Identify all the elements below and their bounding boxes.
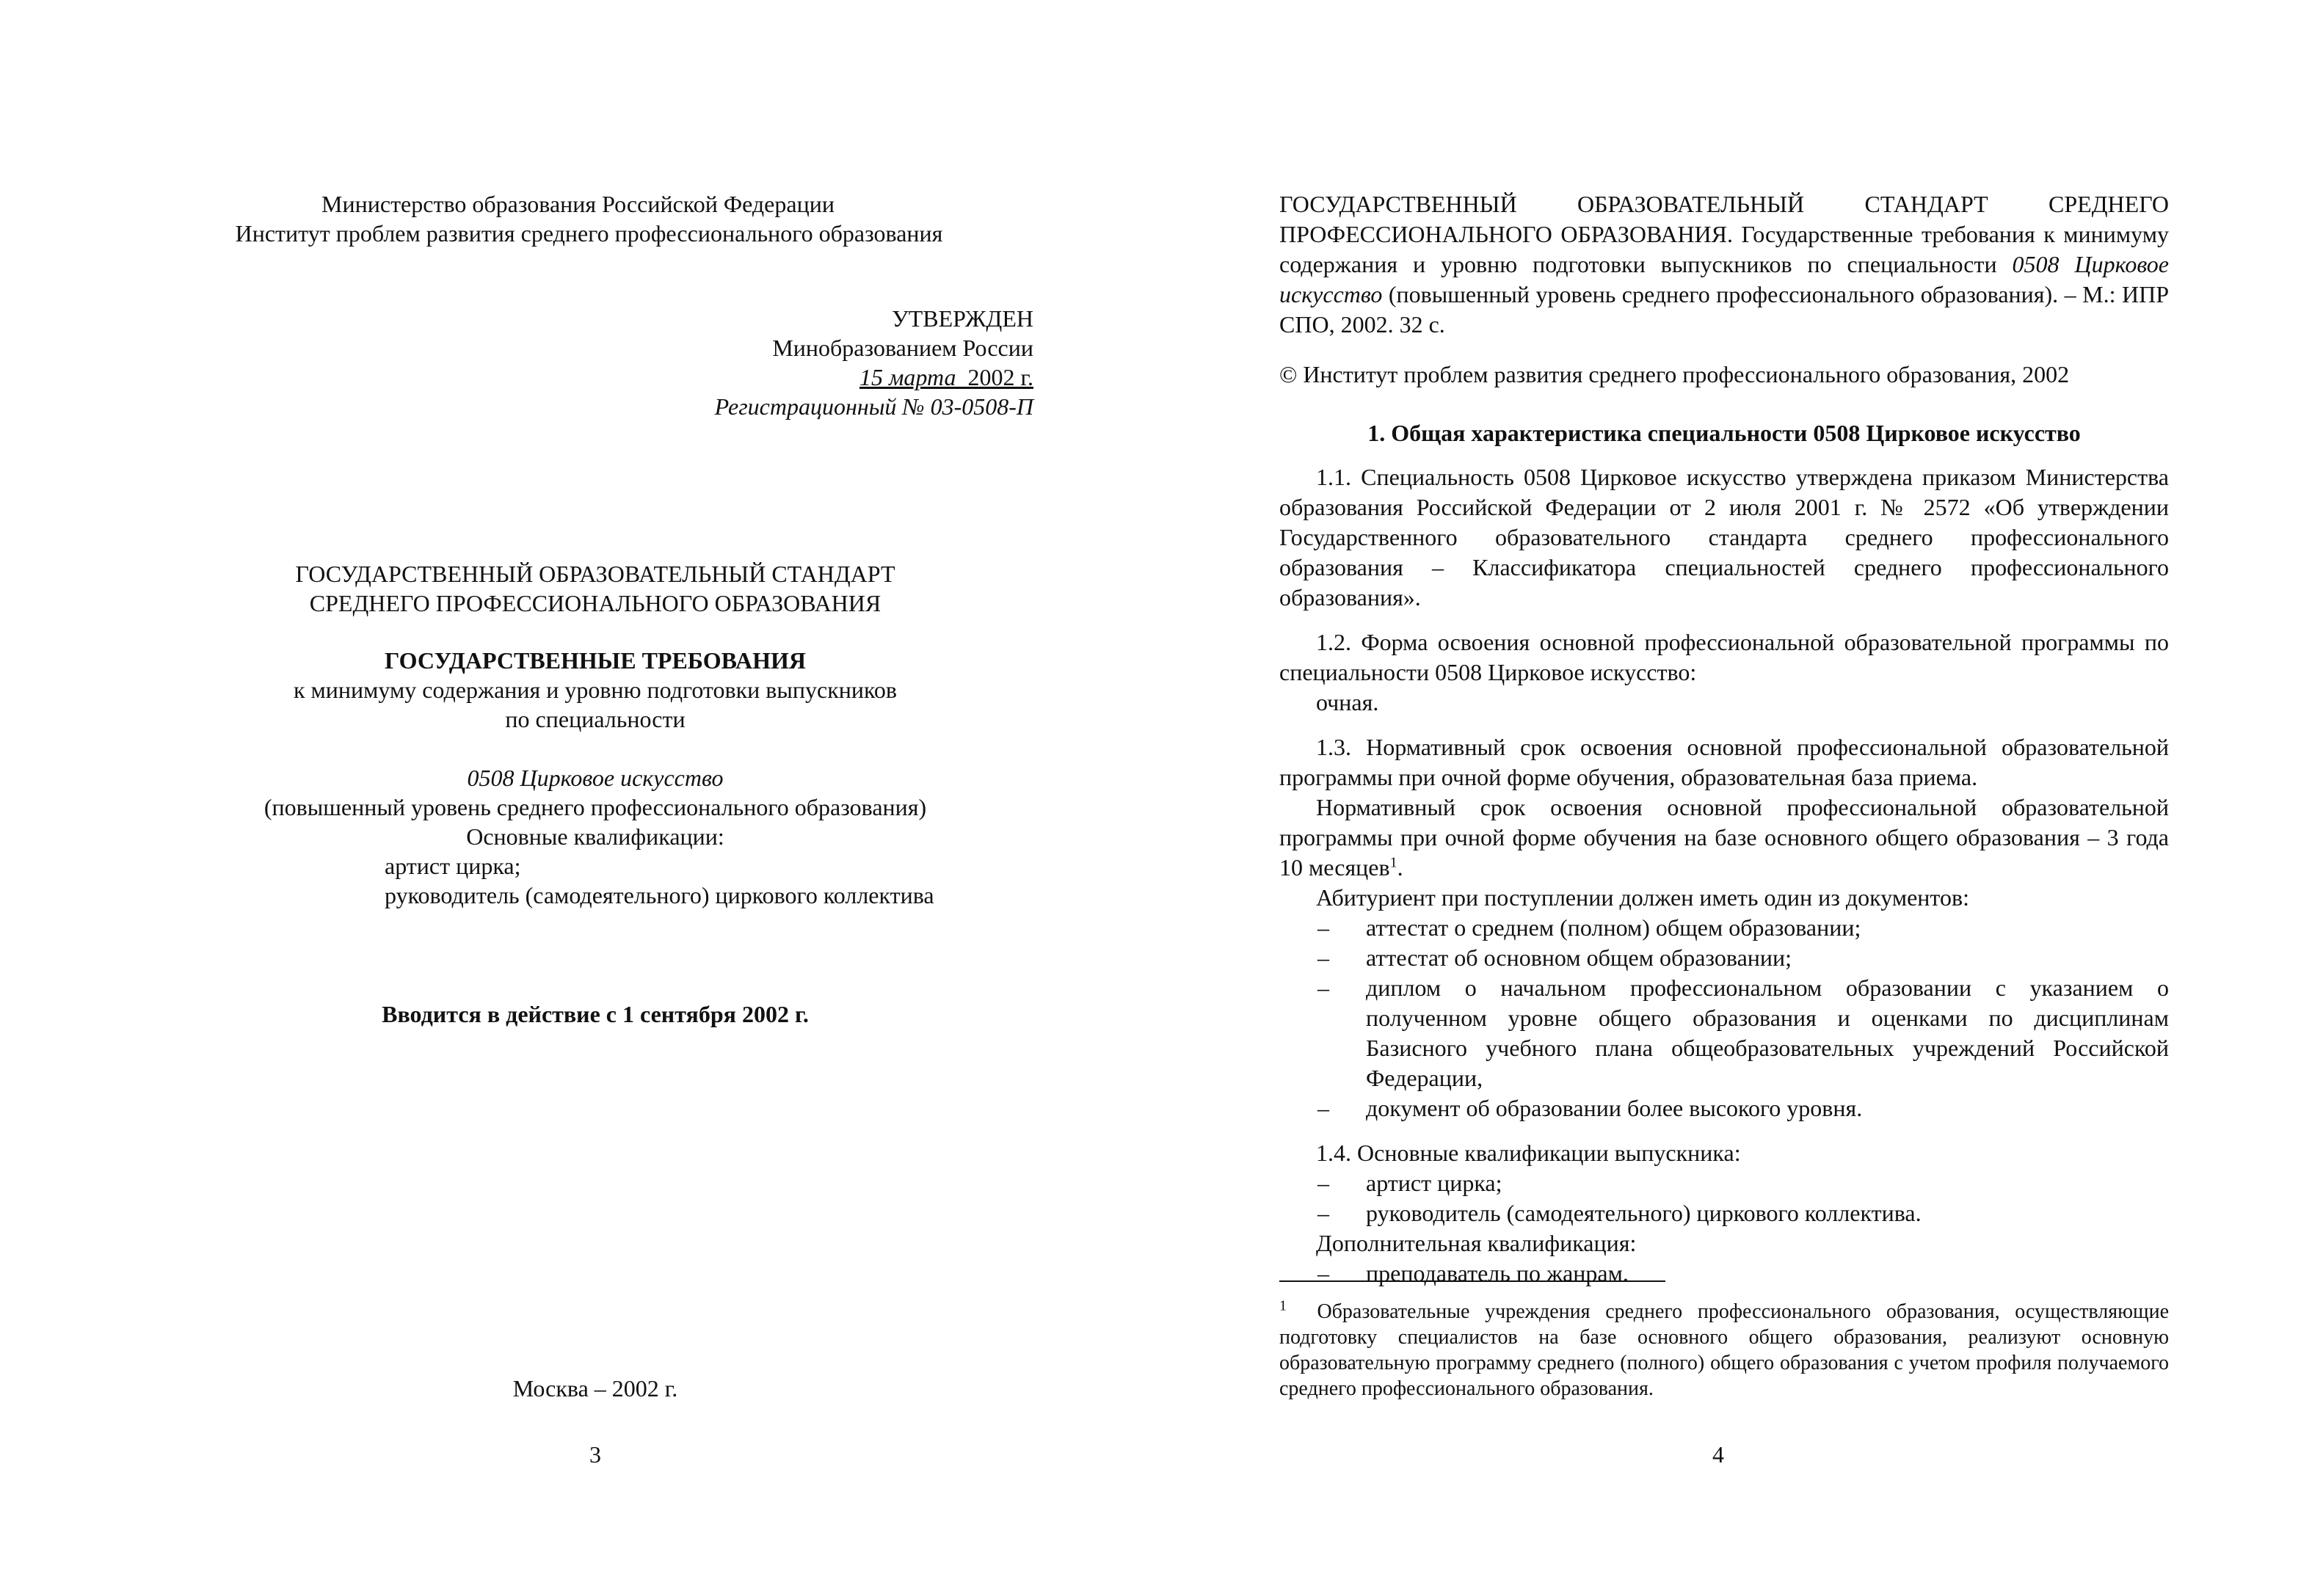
approved-date-day: 15 марта <box>859 364 956 390</box>
footnote-number: 1 <box>1279 1297 1287 1314</box>
copyright: © Институт проблем развития среднего профессионального образования, 2002 <box>1279 361 2070 387</box>
paragraph-1-4: 1.4. Основные квалификации выпускника: <box>1316 1140 1741 1166</box>
section-body <box>1279 462 2169 1289</box>
footnote: $^1$ Образовательные учреждения среднего профессионального образования, осуществляющие подготовку специалистов на базе основного общего образования, реализуют основную образовательную программу среднего (полного) общего образования с учетом профиля получаемого среднего профессионального образования. <box>1279 1297 2170 1400</box>
institute-line: Институт проблем развития среднего профессионального образования <box>235 220 943 247</box>
paragraph-1-3: 1.3. Нормативный срок освоения основной профессиональной образовательной программы при очной форме обучения, образовательная база приема. <box>1279 734 2169 790</box>
document-item: – аттестат о среднем (полном) общем образовании; <box>1317 914 1861 941</box>
effective-date: Вводится в действие с 1 сентября 2002 г. <box>382 1001 809 1027</box>
section-title: 1. Общая характеристика специальности 0508 Цирковое искусство <box>1367 420 2081 446</box>
qualifications-label: Основные квалификации: <box>466 823 724 850</box>
paragraph-1-2-value: очная. <box>1316 689 1379 715</box>
qualification-item: – артист цирка; <box>1317 1170 1502 1196</box>
specialty: 0508 Цирковое искусство <box>467 765 724 791</box>
requirements-line-2: по специальности <box>505 706 686 732</box>
registration-number: Регистрационный № 03-0508-П <box>714 393 1033 420</box>
page-number: 3 <box>589 1441 601 1468</box>
approved-date <box>294 362 1033 392</box>
document-item: – аттестат об основном общем образовании; <box>1317 944 1792 971</box>
standard-line-2: СРЕДНЕГО ПРОФЕССИОНАЛЬНОГО ОБРАЗОВАНИЯ <box>309 590 881 616</box>
additional-qualification-item: – преподаватель по жанрам. <box>1317 1260 1629 1286</box>
education-level: (повышенный уровень среднего профессионального образования) <box>263 794 927 820</box>
paragraph-1-1: 1.1. Специальность 0508 Цирковое искусство утверждена приказом Министерства образования Российской Федерации от 2 июля 2001 г. № 2572 «Об утверждении Государственного образовательного стандарта среднего профессионального образования – Классификатора специальностей среднего профессионального образования». <box>1279 464 2169 611</box>
footnote-divider <box>1279 1280 1665 1282</box>
document-item: – документ об образовании более высокого уровня. <box>1317 1095 1863 1121</box>
page-number: 4 <box>1712 1441 1724 1468</box>
standard-line-1: ГОСУДАРСТВЕННЫЙ ОБРАЗОВАТЕЛЬНЫЙ СТАНДАРТ <box>295 561 895 587</box>
additional-qualification-label: Дополнительная квалификация: <box>1316 1230 1637 1256</box>
qualification-item: артист цирка; <box>385 853 521 879</box>
approved-by: Минобразованием России <box>772 335 1033 361</box>
paragraph-1-3b: Нормативный срок освоения основной профессиональной образовательной программы при очной форме обучения на базе основного общего образования – 3 года 10 месяцев$^1$. <box>1279 794 2169 881</box>
requirements-line-1: к минимуму содержания и уровню подготовки выпускников <box>293 677 898 703</box>
bibliographic-header: ГОСУДАРСТВЕННЫЙ ОБРАЗОВАТЕЛЬНЫЙ СТАНДАРТ СРЕДНЕГО ПРОФЕССИОНАЛЬНОГО ОБРАЗОВАНИЯ. Государственные требования к минимуму содержания и уровню подготовки выпускников по специальности 0508 Цирковое искусство (повышенный уровень среднего профессионального образования). – М.: ИПР СПО, 2002. 32 с. <box>1279 191 2170 338</box>
applicant-line: Абитуриент при поступлении должен иметь один из документов: <box>1316 884 1969 911</box>
qualification-item: – руководитель (самодеятельного) циркового коллектива. <box>1317 1200 1922 1226</box>
city-year: Москва – 2002 г. <box>512 1375 678 1402</box>
footnote-mark: 1 <box>1389 854 1397 871</box>
approved-date-year: 2002 г. <box>967 364 1033 390</box>
paragraph-1-2: 1.2. Форма освоения основной профессиональной образовательной программы по специальности 0508 Цирковое искусство: <box>1279 629 2169 685</box>
qualification-item: руководитель (самодеятельного) циркового коллектива <box>385 882 934 908</box>
requirements-title: ГОСУДАРСТВЕННЫЕ ТРЕБОВАНИЯ <box>385 647 806 674</box>
approved-title: УТВЕРЖДЕН <box>892 305 1033 332</box>
right-page <box>1156 0 2312 1596</box>
ministry-line: Министерство образования Российской Федерации <box>321 191 835 217</box>
document-item: – диплом о начальном профессиональном образовании с указанием о полученном уровне общего образования и оценками по дисциплинам Базисного учебного плана общеобразовательных учреждений Российской Федерации, <box>1317 974 2169 1091</box>
